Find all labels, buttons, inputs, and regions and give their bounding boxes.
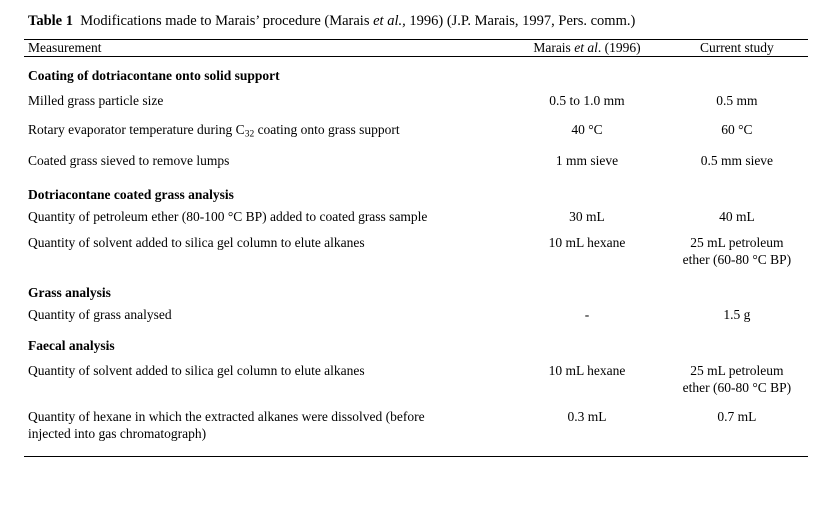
section-title: Dotriacontane coated grass analysis: [28, 186, 234, 202]
row-marais-value: 0.3 mL: [567, 409, 607, 425]
row-current-value-line2: ether (60-80 °C BP): [682, 251, 792, 267]
table-row: [24, 304, 808, 327]
row-marais-value: 10 mL hexane: [548, 234, 626, 250]
row-marais-value: 30 mL: [569, 208, 605, 224]
caption-label: Table 1: [28, 13, 73, 29]
row-measurement: Quantity of solvent added to silica gel column to elute alkanes: [28, 363, 365, 379]
row-measurement: Milled grass particle size: [28, 92, 164, 108]
header-current-study: Current study: [699, 39, 774, 55]
row-measurement: [24, 403, 508, 449]
table-row: [24, 229, 808, 275]
table-row: [24, 206, 808, 229]
caption-italic: et al.,: [373, 13, 406, 29]
row-current-value: 0.5 mm: [716, 92, 758, 108]
row-measurement: Quantity of grass analysed: [28, 307, 172, 323]
header-marais-prefix: Marais: [533, 39, 575, 55]
caption-text-after: 1996) (J.P. Marais, 1997, Pers. comm.): [405, 13, 636, 29]
table-row: [24, 403, 808, 449]
header-marais-italic: et al: [574, 39, 598, 55]
row-current-value: 0.7 mL: [717, 409, 757, 425]
table-row: [24, 357, 808, 403]
row-measurement-line2: injected into gas chromatograph): [28, 425, 207, 441]
table-caption: [28, 12, 809, 31]
section-title: Faecal analysis: [28, 338, 115, 354]
row-measurement: Quantity of petroleum ether (80-100 °C BP) added to coated grass sample: [28, 208, 428, 224]
section-title: Grass analysis: [28, 285, 111, 301]
row-current-value-line2: ether (60-80 °C BP): [682, 380, 792, 396]
section-title-row: [24, 176, 808, 206]
section-title: Coating of dotriacontane onto solid support: [28, 67, 280, 83]
header-measurement: Measurement: [28, 39, 102, 55]
table-row: [24, 87, 808, 116]
row-measurement: Quantity of solvent added to silica gel column to elute alkanes: [28, 234, 365, 250]
row-measurement-subscript: 32: [244, 129, 255, 140]
row-measurement-line1: Quantity of hexane in which the extracted alkanes were dissolved (before: [28, 409, 425, 425]
row-current-value: 40 mL: [719, 208, 755, 224]
row-current-value: 60 °C: [721, 121, 753, 137]
row-marais-value: 10 mL hexane: [548, 363, 626, 379]
row-current-value-line1: 25 mL petroleum: [690, 234, 784, 250]
row-current-value: 0.5 mm sieve: [700, 152, 774, 168]
row-current-value-line1: 25 mL petroleum: [690, 363, 784, 379]
table-bottom-spacer: [24, 449, 808, 457]
section-title-row: [24, 327, 808, 357]
modifications-table: [24, 39, 808, 457]
row-marais-value: 0.5 to 1.0 mm: [549, 92, 625, 108]
section-title-row: [24, 274, 808, 304]
section-title-row: [24, 57, 808, 87]
row-current-value: [666, 357, 808, 403]
table-row: [24, 116, 808, 147]
header-marais: [508, 40, 666, 57]
table-row: [24, 147, 808, 176]
caption-text-before: Modifications made to Marais’ procedure (Marais: [80, 13, 374, 29]
row-measurement-post: coating onto grass support: [254, 121, 400, 137]
table-bottom-rule: [24, 456, 808, 457]
header-marais-suffix: . (1996): [597, 39, 641, 55]
row-measurement: Coated grass sieved to remove lumps: [28, 152, 230, 168]
row-current-value: 1.5 g: [723, 307, 751, 323]
row-current-value: [666, 229, 808, 275]
row-measurement: [24, 116, 508, 147]
row-measurement-pre: Rotary evaporator temperature during C: [28, 121, 245, 137]
row-marais-value: -: [584, 307, 590, 323]
row-marais-value: 1 mm sieve: [555, 152, 619, 168]
row-marais-value: 40 °C: [571, 121, 603, 137]
table-header-row: [24, 40, 808, 57]
